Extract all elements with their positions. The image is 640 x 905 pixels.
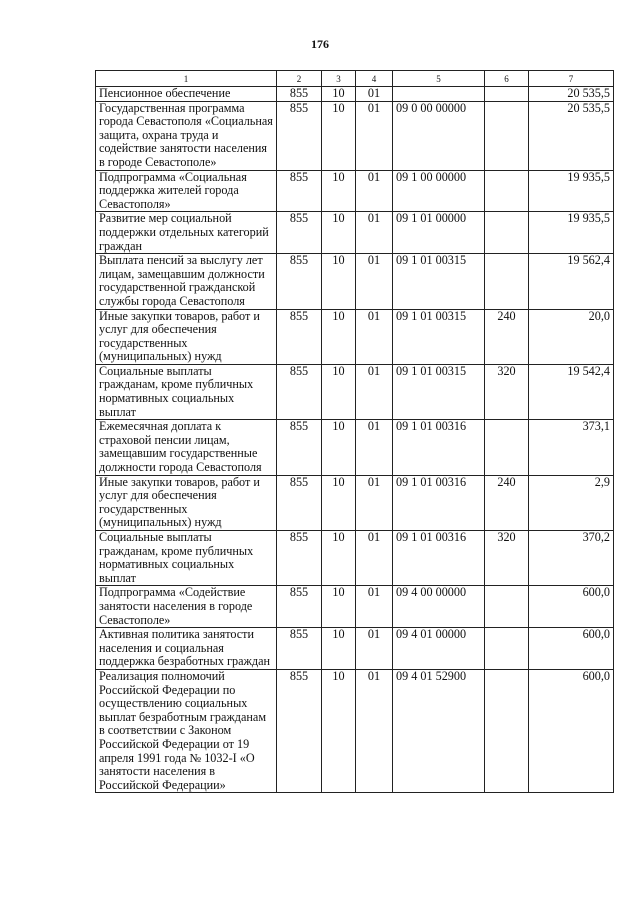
cell-name: Иные закупки товаров, работ и услуг для обеспечения государственных (муниципальных) нужд: [96, 475, 277, 530]
cell-name: Пенсионное обеспечение: [96, 87, 277, 102]
cell-c6: [485, 101, 529, 170]
cell-c4: 01: [356, 669, 393, 792]
cell-c6: [485, 628, 529, 670]
cell-c2: 855: [277, 212, 322, 254]
table-row: [96, 586, 614, 628]
cell-c2: 855: [277, 254, 322, 309]
cell-c5: 09 1 01 00315: [393, 309, 485, 364]
cell-c6: 320: [485, 531, 529, 586]
cell-c6: [485, 254, 529, 309]
cell-c5: 09 4 01 52900: [393, 669, 485, 792]
column-header: 2: [277, 71, 322, 87]
cell-c3: 10: [322, 628, 356, 670]
cell-c7: 19 935,5: [529, 212, 614, 254]
cell-c4: 01: [356, 170, 393, 212]
cell-c5: 09 1 01 00316: [393, 531, 485, 586]
cell-c4: 01: [356, 364, 393, 419]
cell-c3: 10: [322, 531, 356, 586]
cell-c3: 10: [322, 170, 356, 212]
cell-c2: 855: [277, 420, 322, 475]
cell-c6: [485, 420, 529, 475]
cell-c4: 01: [356, 254, 393, 309]
cell-c4: 01: [356, 309, 393, 364]
cell-c2: 855: [277, 475, 322, 530]
cell-c5: 09 0 00 00000: [393, 101, 485, 170]
table-row: [96, 475, 614, 530]
cell-c5: 09 1 01 00316: [393, 475, 485, 530]
cell-c6: 240: [485, 309, 529, 364]
cell-c4: 01: [356, 87, 393, 102]
column-header: 3: [322, 71, 356, 87]
table-row: [96, 420, 614, 475]
budget-table: [95, 70, 614, 793]
cell-c3: 10: [322, 309, 356, 364]
cell-c7: 19 935,5: [529, 170, 614, 212]
cell-c7: 600,0: [529, 628, 614, 670]
table-row: [96, 101, 614, 170]
cell-c3: 10: [322, 101, 356, 170]
cell-name: Развитие мер социальной поддержки отдельных категорий граждан: [96, 212, 277, 254]
cell-c3: 10: [322, 586, 356, 628]
cell-name: Ежемесячная доплата к страховой пенсии лицам, замещавшим государственные должности города Севастополя: [96, 420, 277, 475]
cell-name: Социальные выплаты гражданам, кроме публичных нормативных социальных выплат: [96, 364, 277, 419]
cell-c3: 10: [322, 212, 356, 254]
cell-c4: 01: [356, 420, 393, 475]
page-number: 176: [311, 37, 329, 51]
cell-c5: 09 1 01 00315: [393, 254, 485, 309]
cell-c7: 20 535,5: [529, 87, 614, 102]
cell-name: Подпрограмма «Содействие занятости населения в городе Севастополе»: [96, 586, 277, 628]
table-row: [96, 531, 614, 586]
column-header: 5: [393, 71, 485, 87]
cell-c7: 19 562,4: [529, 254, 614, 309]
cell-c4: 01: [356, 475, 393, 530]
cell-c3: 10: [322, 254, 356, 309]
cell-c4: 01: [356, 586, 393, 628]
cell-c2: 855: [277, 87, 322, 102]
cell-c3: 10: [322, 420, 356, 475]
cell-c7: 370,2: [529, 531, 614, 586]
cell-c6: [485, 87, 529, 102]
cell-c6: [485, 170, 529, 212]
cell-name: Социальные выплаты гражданам, кроме публичных нормативных социальных выплат: [96, 531, 277, 586]
cell-c2: 855: [277, 309, 322, 364]
cell-name: Подпрограмма «Социальная поддержка жителей города Севастополя»: [96, 170, 277, 212]
table-row: [96, 254, 614, 309]
cell-name: Активная политика занятости населения и социальная поддержка безработных граждан: [96, 628, 277, 670]
cell-c2: 855: [277, 170, 322, 212]
cell-c7: 20,0: [529, 309, 614, 364]
column-header: 7: [529, 71, 614, 87]
cell-c2: 855: [277, 586, 322, 628]
column-header: 6: [485, 71, 529, 87]
table-row: [96, 170, 614, 212]
cell-c5: 09 1 01 00316: [393, 420, 485, 475]
cell-c2: 855: [277, 531, 322, 586]
cell-c5: [393, 87, 485, 102]
cell-c3: 10: [322, 475, 356, 530]
cell-c4: 01: [356, 101, 393, 170]
table-row: [96, 87, 614, 102]
cell-c3: 10: [322, 669, 356, 792]
column-header: 4: [356, 71, 393, 87]
cell-c6: [485, 669, 529, 792]
table-row: [96, 628, 614, 670]
cell-c6: [485, 586, 529, 628]
table-row: [96, 309, 614, 364]
cell-c2: 855: [277, 364, 322, 419]
cell-c5: 09 1 01 00315: [393, 364, 485, 419]
cell-c3: 10: [322, 87, 356, 102]
table-row: [96, 212, 614, 254]
cell-c4: 01: [356, 212, 393, 254]
cell-name: Иные закупки товаров, работ и услуг для обеспечения государственных (муниципальных) нужд: [96, 309, 277, 364]
cell-c3: 10: [322, 364, 356, 419]
cell-c5: 09 4 00 00000: [393, 586, 485, 628]
cell-c5: 09 1 01 00000: [393, 212, 485, 254]
cell-c7: 19 542,4: [529, 364, 614, 419]
header-row: [96, 71, 614, 87]
cell-c7: 600,0: [529, 669, 614, 792]
column-header: 1: [96, 71, 277, 87]
cell-c5: 09 4 01 00000: [393, 628, 485, 670]
cell-c7: 2,9: [529, 475, 614, 530]
cell-c7: 20 535,5: [529, 101, 614, 170]
table-row: [96, 669, 614, 792]
cell-name: Государственная программа города Севастополя «Социальная защита, охрана труда и содействие занятости населения в городе Севастополе»: [96, 101, 277, 170]
cell-c4: 01: [356, 628, 393, 670]
cell-c2: 855: [277, 628, 322, 670]
cell-c6: [485, 212, 529, 254]
cell-c7: 600,0: [529, 586, 614, 628]
cell-c2: 855: [277, 669, 322, 792]
cell-c6: 240: [485, 475, 529, 530]
cell-name: Выплата пенсий за выслугу лет лицам, замещавшим должности государственной гражданской службы города Севастополя: [96, 254, 277, 309]
cell-c4: 01: [356, 531, 393, 586]
cell-c6: 320: [485, 364, 529, 419]
cell-c7: 373,1: [529, 420, 614, 475]
cell-name: Реализация полномочий Российской Федерации по осуществлению социальных выплат безработным гражданам в соответствии с Законом Российской Федерации от 19 апреля 1991 года № 1032-I «О занятости населения в Российской Федерации»: [96, 669, 277, 792]
cell-c5: 09 1 00 00000: [393, 170, 485, 212]
table-row: [96, 364, 614, 419]
cell-c2: 855: [277, 101, 322, 170]
